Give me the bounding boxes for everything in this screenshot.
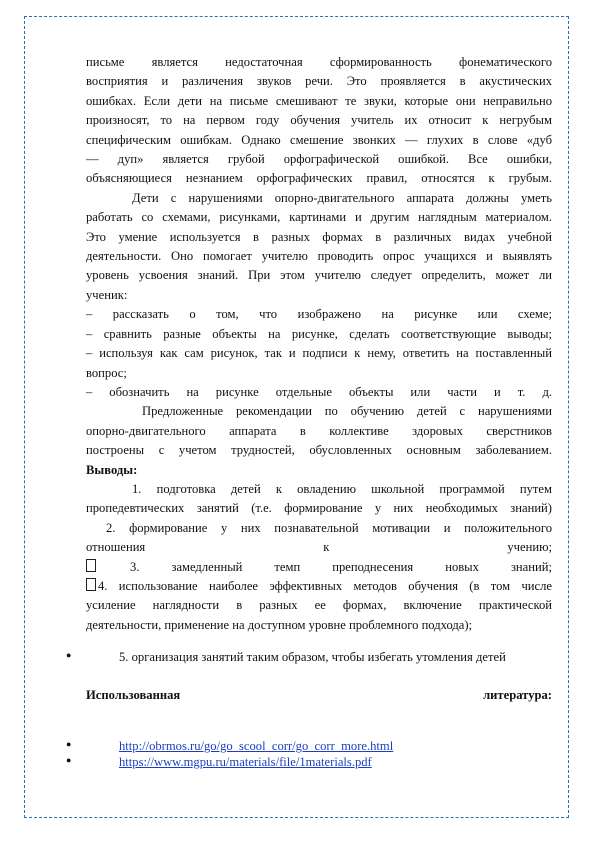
dash-item: – сравнить разные объекты на рисунке, сделать соответствующие выводы; bbox=[86, 326, 552, 341]
body-line: ошибках. Если дети на письме смешивают те звуки, которые они неправильно bbox=[86, 93, 552, 108]
literature-heading-right: литература: bbox=[483, 688, 552, 702]
body-line: письме является недостаточная сформированность фонематического bbox=[86, 55, 552, 69]
dash-item: вопрос; bbox=[86, 365, 127, 380]
literature-heading bbox=[86, 688, 552, 703]
body-line: произносят, то на первом году обучения учитель их относит к негрубым bbox=[86, 113, 552, 128]
conclusion-4-text: 4. использование наиболее эффективных методов обучения (в том числе bbox=[98, 578, 552, 593]
body-line: специфическим ошибкам. Однако смешение звонких — глухих в слове «дуб bbox=[86, 132, 552, 147]
body-line: — дуп» является грубой орфографической ошибкой. Все ошибки, bbox=[86, 152, 552, 167]
para2-line: Дети с нарушениями опорно-двигательного аппарата должны уметь bbox=[132, 190, 552, 205]
conclusions-heading: Выводы: bbox=[86, 462, 138, 477]
reference-link[interactable]: https://www.mgpu.ru/materials/file/1materials.pdf bbox=[119, 755, 372, 769]
conclusion-4-line: усиление наглядности в разных ее формах, включение практической bbox=[86, 598, 552, 613]
bullet-icon: ● bbox=[66, 739, 72, 749]
reference-item bbox=[66, 739, 556, 754]
conclusion-1-line: 1. подготовка детей к овладению школьной программой путем bbox=[132, 481, 552, 496]
bullet-conclusion-5 bbox=[66, 650, 556, 665]
para2-line: Это умение используется в разных формах в различных видах учебной bbox=[86, 229, 552, 244]
bullet-icon: ● bbox=[66, 755, 72, 765]
document-body bbox=[86, 53, 552, 635]
dash-item: – обозначить на рисунке отдельные объекты или части и т. д. bbox=[86, 384, 552, 399]
para2-line: уровень усвоения знаний. При этом учителю следует определить, может ли bbox=[86, 268, 552, 283]
conclusion-3 bbox=[86, 558, 552, 577]
conclusion-4-line: деятельности, применение на доступном уровне проблемного подхода); bbox=[86, 617, 473, 632]
para3-line: Предложенные рекомендации по обучению детей с нарушениями bbox=[142, 404, 552, 419]
conclusion-4-line bbox=[86, 577, 552, 596]
conclusion-2-line: отношения к учению; bbox=[86, 540, 552, 555]
literature-heading-left: Использованная bbox=[86, 688, 181, 702]
para3-line: построены с учетом трудностей, обусловленных основным заболеванием. bbox=[86, 443, 552, 458]
checkbox-icon bbox=[86, 578, 96, 591]
dash-item: – используя как сам рисунок, так и подписи к нему, ответить на поставленный bbox=[86, 346, 552, 361]
reference-link[interactable]: http://obrmos.ru/go/go_scool_corr/go_corr_more.html bbox=[119, 739, 394, 753]
checkbox-icon bbox=[86, 559, 96, 572]
para2-line: деятельности. Оно помогает учителю проводить опрос учащихся и выявлять bbox=[86, 249, 552, 264]
para3-line: опорно-двигательного аппарата в коллективе здоровых сверстников bbox=[86, 423, 552, 438]
reference-item bbox=[66, 755, 556, 770]
conclusion-2-line: 2. формирование у них познавательной мотивации и положительного bbox=[106, 520, 552, 535]
para2-line: работать со схемами, рисунками, картинами и другим наглядным материалом. bbox=[86, 210, 552, 225]
body-line: объясняющиеся незнанием орфографических правил, относятся к грубым. bbox=[86, 171, 552, 186]
conclusion-5-text: 5. организация занятий таким образом, чтобы избегать утомления детей bbox=[119, 650, 506, 664]
bullet-icon: ● bbox=[66, 650, 72, 660]
body-line: восприятия и различения звуков речи. Это проявляется в акустических bbox=[86, 74, 552, 89]
para2-line: ученик: bbox=[86, 287, 128, 302]
dash-item: – рассказать о том, что изображено на рисунке или схеме; bbox=[86, 307, 552, 322]
conclusion-1-line: пропедевтических занятий (т.е. формирование у них необходимых знаний) bbox=[86, 501, 552, 516]
conclusion-3-text: 3. замедленный темп преподнесения новых знаний; bbox=[130, 559, 552, 574]
